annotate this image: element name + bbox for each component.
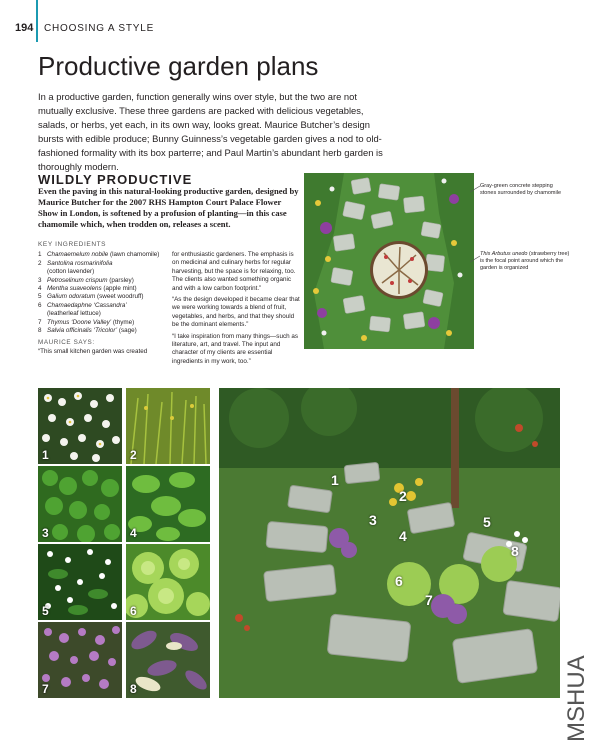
ingredient-latin: Santolina rosmarinifolia — [47, 259, 113, 267]
section-title: WILDLY PRODUCTIVE — [38, 172, 193, 187]
thumbnail-number: 6 — [130, 604, 137, 618]
key-ingredients — [38, 241, 166, 356]
quote-paragraph: “I take inspiration from many things—such as literature, art, and travel. The input and character of my clients are essential ingredients in my work, too.” — [172, 332, 298, 365]
thumbnail-number: 1 — [42, 448, 49, 462]
quote-column — [172, 251, 300, 369]
quote-opening: “This small kitchen garden was created — [38, 347, 148, 355]
thumbnail-number: 8 — [130, 682, 137, 696]
ingredient-number: 3 — [38, 276, 42, 284]
ingredient-common: (cotton lavender) — [47, 268, 95, 276]
section-lede: Even the paving in this natural-looking productive garden, designed by Maurice Butcher for the 2007 RHS Hampton Court Palace Flower Show in London, is softened by a profusion of planting—in this case chamomile which, when trodden on, releases a scent. — [38, 186, 299, 229]
plan-callout-tree — [480, 251, 570, 272]
thumbnail-number: 5 — [42, 604, 49, 618]
ingredient-latin: Chamaemelum nobile — [47, 251, 109, 259]
ingredient-common: (sweet woodruff) — [97, 293, 144, 301]
plan-callout-stones: Gray-green concrete stepping stones surrounded by chamomile — [480, 183, 562, 196]
ingredient-item — [38, 251, 166, 259]
ingredient-latin: Petroselinum crispum — [47, 276, 108, 284]
plant-thumbnail — [126, 466, 210, 542]
callout-tree-latin: This Arbutus unedo — [480, 251, 528, 257]
thumbnail-number: 3 — [42, 526, 49, 540]
ingredient-latin: Mentha suaveolens — [47, 285, 102, 293]
ingredient-common: (leatherleaf lettuce) — [47, 310, 101, 318]
photo-label: 2 — [399, 488, 407, 504]
quote-paragraph: for enthusiastic gardeners. The emphasis is on medicinal and culinary herbs for regular harvesting, but the space is for relaxing, too. The clients also wanted something organic and with a low carbon footprint.” — [172, 251, 296, 292]
ingredient-number: 1 — [38, 251, 42, 259]
thumbnail-number: 7 — [42, 682, 49, 696]
ingredient-common: (sage) — [118, 327, 137, 335]
quote-label: MAURICE SAYS: — [38, 339, 95, 347]
ingredient-number: 7 — [38, 318, 42, 326]
photo-label: 1 — [331, 472, 339, 488]
plant-thumbnail — [126, 388, 210, 464]
ingredient-number: 6 — [38, 301, 42, 309]
watermark-text: MSHUA — [563, 655, 590, 742]
photo-label: 5 — [483, 514, 491, 530]
ingredient-item — [38, 260, 166, 268]
thumbnail-number: 2 — [130, 448, 137, 462]
plant-thumbnail — [126, 622, 210, 698]
watermark — [556, 632, 596, 742]
garden-plan-illustration — [304, 173, 474, 349]
ingredient-common: (apple mint) — [103, 285, 137, 293]
intro-paragraph: In a productive garden, function generally wins over style, but the two are not mutually exclusive. These three gardens are packed with delicious vegetables, salads, or herbs, yet each, in its own way, looks great. Maurice Butcher’s design bursts with edible produce; Bunny Guinness’s vegetable garden gives a nod to old-fashioned formality with its box parterre; and Paul Martin’s abundant herb garden is thoroughly modern. — [38, 91, 383, 172]
thumbnail-number: 4 — [130, 526, 137, 540]
ingredient-number: 8 — [38, 327, 42, 335]
page-title: Productive garden plans — [38, 51, 319, 81]
ingredient-number: 5 — [38, 293, 42, 301]
ingredient-latin: Chamaedaphne ‘Cassandra’ — [47, 301, 127, 309]
quote-paragraph: “As the design developed it became clear that we were working towards a blend of fruit, vegetables, and herbs, and that they should be the dominant elements.” — [172, 296, 300, 329]
plant-thumbnail — [38, 544, 122, 620]
ingredient-item — [38, 319, 166, 327]
ingredient-item — [38, 293, 166, 301]
photo-label: 7 — [425, 592, 433, 608]
ingredient-number: 4 — [38, 285, 42, 293]
ingredient-item — [38, 277, 166, 285]
plant-thumbnail — [126, 544, 210, 620]
page-number: 194 — [15, 22, 34, 34]
photo-label: 8 — [511, 543, 519, 559]
ingredient-common: (lawn chamomile) — [110, 251, 160, 259]
running-head: CHOOSING A STYLE — [44, 23, 155, 34]
ingredient-latin: Thymus ‘Doone Valley’ — [47, 318, 112, 326]
plant-thumbnail — [38, 466, 122, 542]
photo-label: 3 — [369, 512, 377, 528]
ingredient-latin: Salvia officinalis ‘Tricolor’ — [47, 327, 118, 335]
garden-photo — [219, 388, 560, 698]
ingredient-item — [38, 302, 166, 310]
ingredient-common: (parsley) — [109, 276, 134, 284]
photo-label: 4 — [399, 528, 407, 544]
plant-thumbnail — [38, 622, 122, 698]
callout-tree-rest: (strawberry tree) is the focal point around which the garden is organized — [480, 251, 570, 271]
photo-label: 6 — [395, 573, 403, 589]
ingredient-item — [38, 285, 166, 293]
ingredient-number: 2 — [38, 259, 42, 267]
key-ingredients-label: KEY INGREDIENTS — [38, 241, 107, 248]
ingredient-common: (thyme) — [112, 318, 135, 326]
ingredient-item — [38, 327, 166, 335]
ingredient-latin: Galium odoratum — [47, 293, 96, 301]
header-accent-bar — [36, 0, 38, 42]
plant-thumbnail — [38, 388, 122, 464]
